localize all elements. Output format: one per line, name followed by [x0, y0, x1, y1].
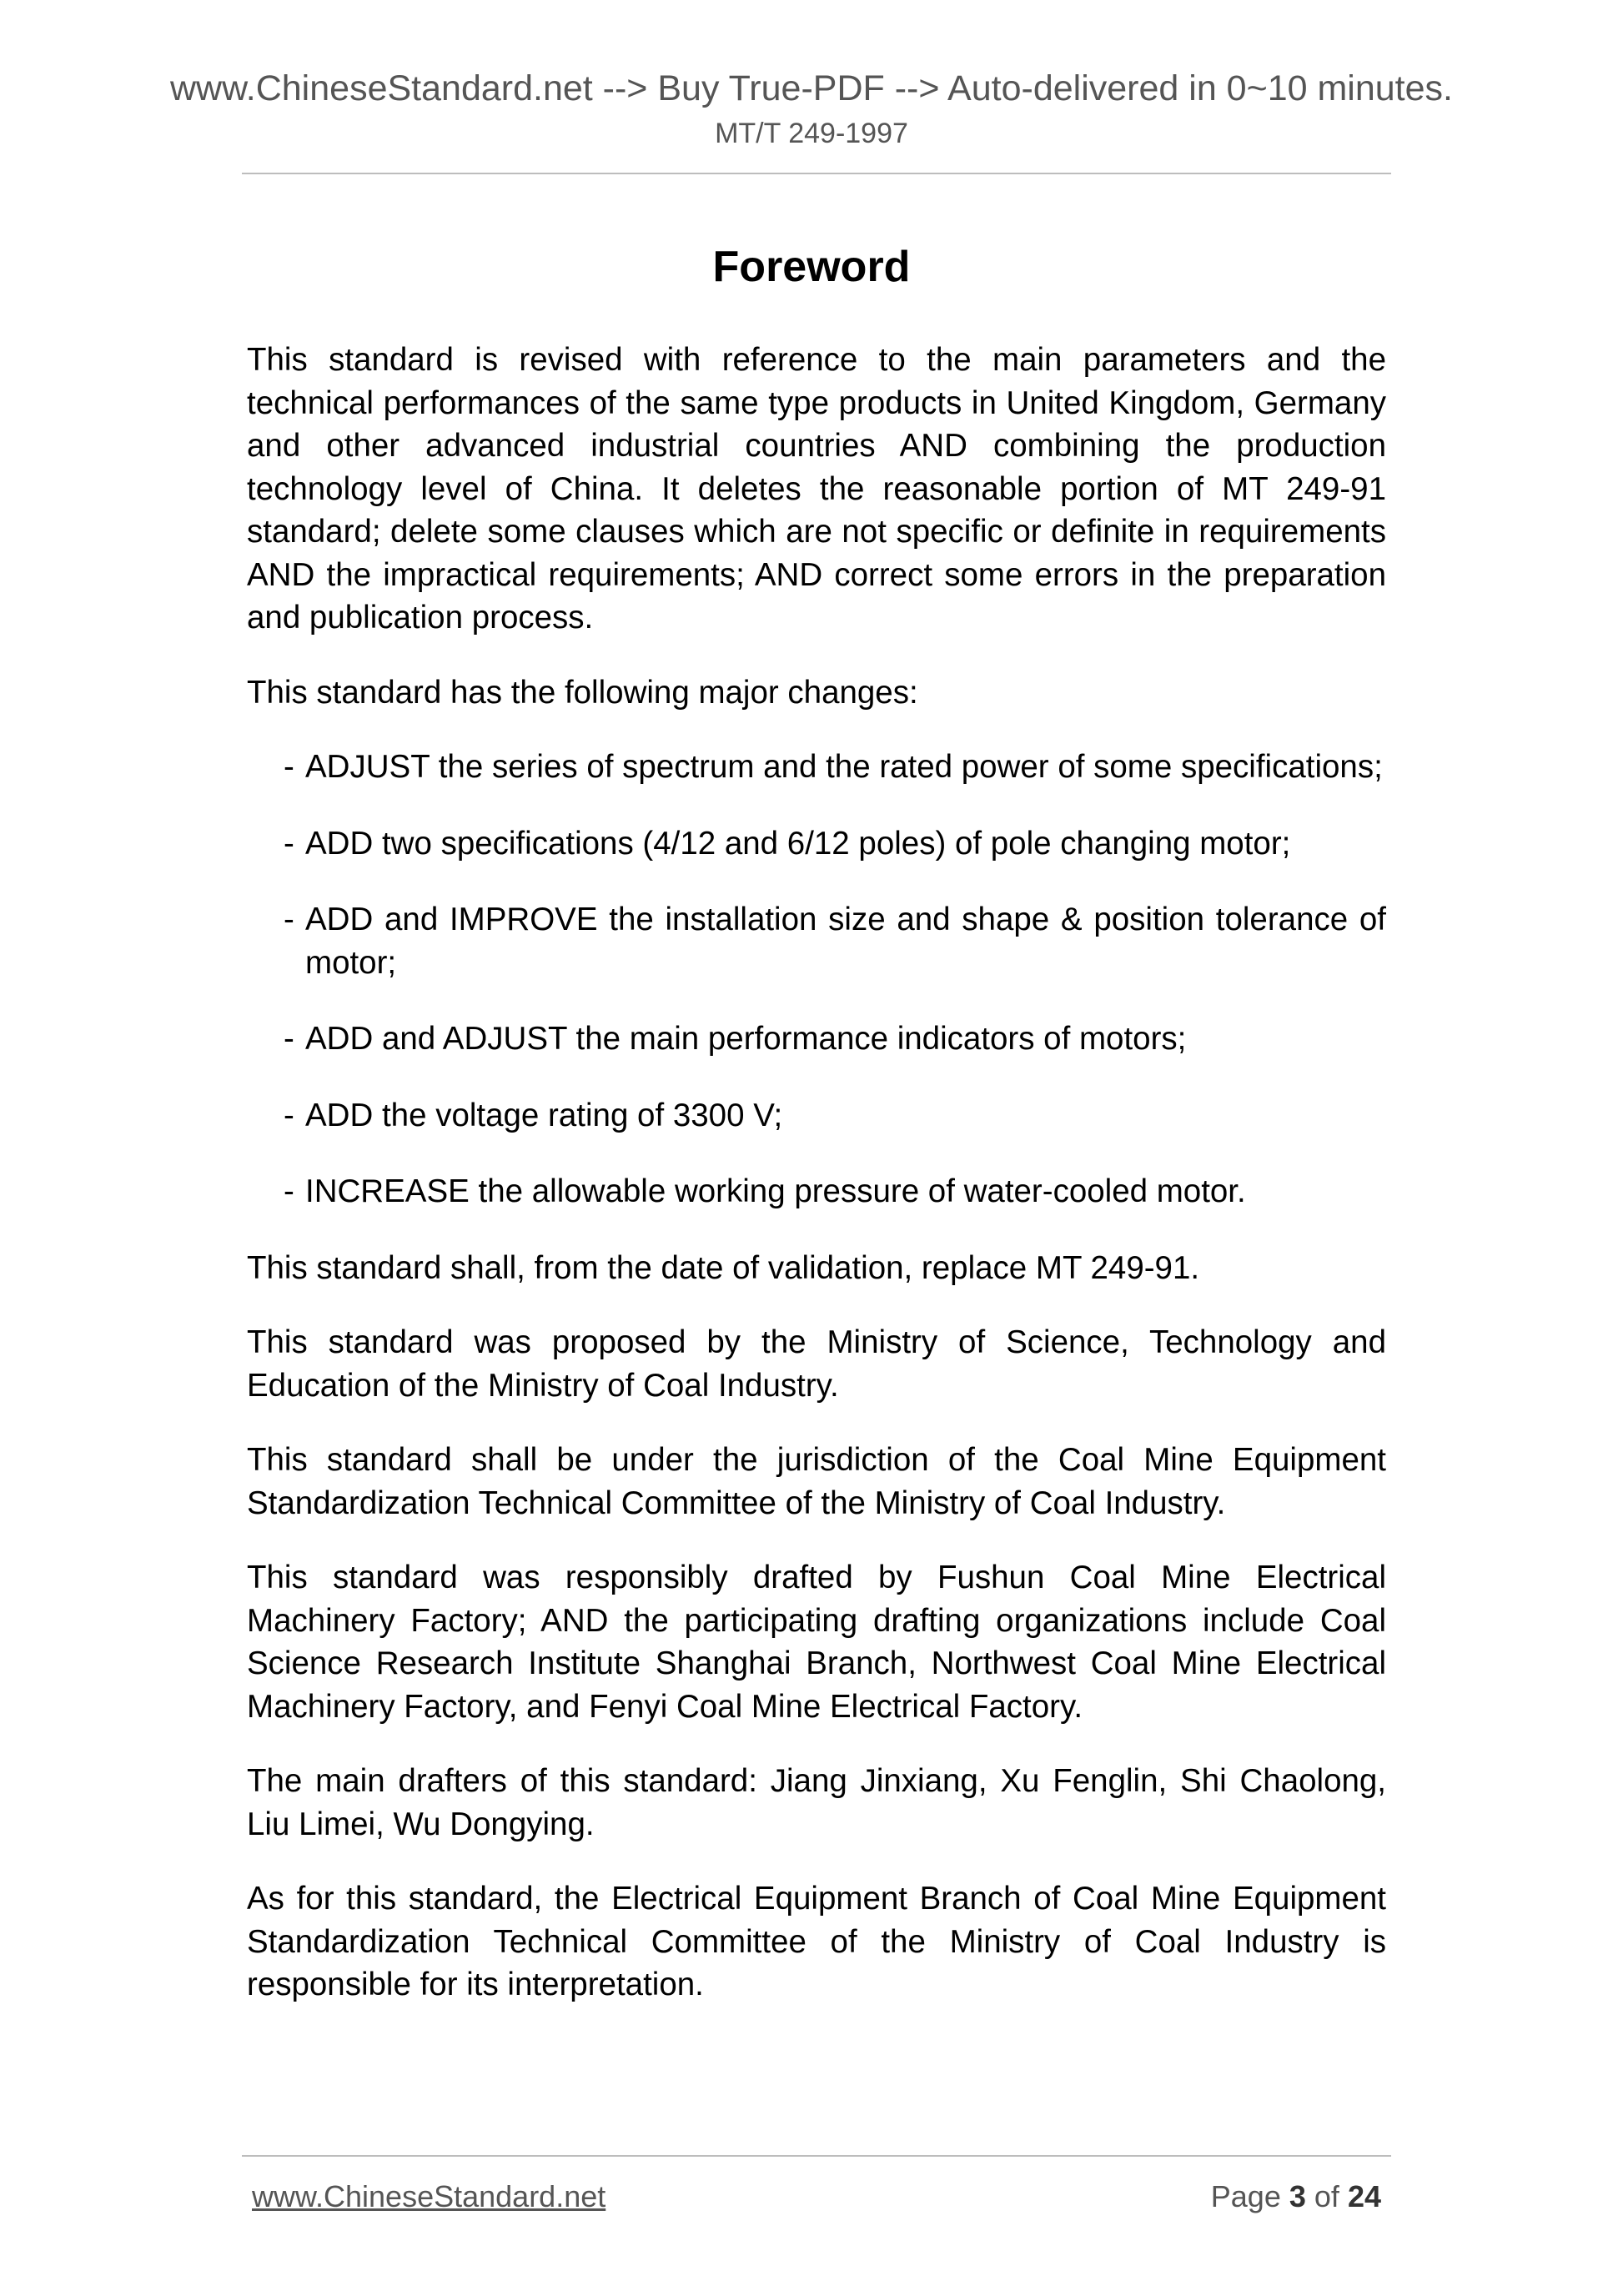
change-item-text: ADD and IMPROVE the installation size and shape & position tolerance of motor; — [305, 902, 1386, 981]
change-item-text: ADJUST the series of spectrum and the rated power of some specifications; — [305, 749, 1383, 785]
page-number — [1211, 2178, 1381, 2215]
page-title: Foreword — [712, 243, 911, 291]
bullet-dash: - — [284, 1097, 294, 1133]
bullet-dash: - — [284, 902, 294, 937]
page-current: 3 — [1289, 2179, 1306, 2213]
paragraph-revision-basis: This standard is revised with reference to the main parameters and the technical performances of the same type products in United Kingdom, Germany and other advanced industrial countries AND combining the production technology level of China. It deletes the reasonable portion of MT 249-91 standard; delete some clauses which are not specific or definite in requirements AND the impractical requirements; AND correct some errors in the preparation and publication process. — [247, 342, 1386, 636]
page-label: Page — [1210, 2179, 1281, 2213]
change-list-item — [284, 1170, 1386, 1213]
change-list-item — [284, 898, 1386, 984]
paragraph-drafted-by: This standard was responsibly drafted by Fushun Coal Mine Electrical Machinery Factory; AND the participating drafting organizations include Coal Science Research Institute Shanghai Branch, Northwest Coal Mine Electrical Machinery Factory, and Fenyi Coal Mine Electrical Factory. — [247, 1560, 1386, 1725]
change-item-text: INCREASE the allowable working pressure of water-cooled motor. — [305, 1173, 1246, 1209]
page-of-label: of — [1314, 2179, 1339, 2213]
change-item-text: ADD and ADJUST the main performance indicators of motors; — [305, 1021, 1187, 1057]
change-list-item — [284, 746, 1386, 789]
change-list-item — [284, 1094, 1386, 1138]
paragraph-jurisdiction: This standard shall be under the jurisdiction of the Coal Mine Equipment Standardization Technical Committee of the Ministry of Coal Industry. — [247, 1442, 1386, 1521]
page-total: 24 — [1347, 2179, 1381, 2213]
change-list-item — [284, 822, 1386, 866]
paragraph-proposed-by: This standard was proposed by the Ministry of Science, Technology and Education of the Ministry of Coal Industry. — [247, 1324, 1386, 1404]
header-banner: www.ChineseStandard.net --> Buy True-PDF --> Auto-delivered in 0~10 minutes. — [169, 68, 1453, 108]
bullet-dash: - — [284, 825, 294, 862]
paragraph-replacement: This standard shall, from the date of validation, replace MT 249-91. — [247, 1249, 1200, 1286]
standard-code: MT/T 249-1997 — [715, 118, 908, 149]
change-list-item — [284, 1017, 1386, 1061]
footer-website-link[interactable]: www.ChineseStandard.net — [252, 2179, 606, 2213]
bullet-dash: - — [284, 749, 294, 785]
bullet-dash: - — [284, 1173, 294, 1209]
document-body — [247, 339, 1386, 2038]
change-item-text: ADD the voltage rating of 3300 V; — [305, 1097, 783, 1133]
footer-divider — [242, 2155, 1391, 2157]
change-item-text: ADD two specifications (4/12 and 6/12 poles) of pole changing motor; — [305, 825, 1291, 862]
bullet-dash: - — [284, 1021, 294, 1057]
paragraph-interpretation: As for this standard, the Electrical Equipment Branch of Coal Mine Equipment Standardization Technical Committee of the Ministry of Coal Industry is responsible for its interpretation. — [247, 1881, 1386, 2002]
header-divider — [242, 173, 1391, 174]
paragraph-changes-intro: This standard has the following major changes: — [247, 674, 918, 711]
paragraph-drafters: The main drafters of this standard: Jiang Jinxiang, Xu Fenglin, Shi Chaolong, Liu Limei, Wu Dongying. — [247, 1763, 1386, 1842]
